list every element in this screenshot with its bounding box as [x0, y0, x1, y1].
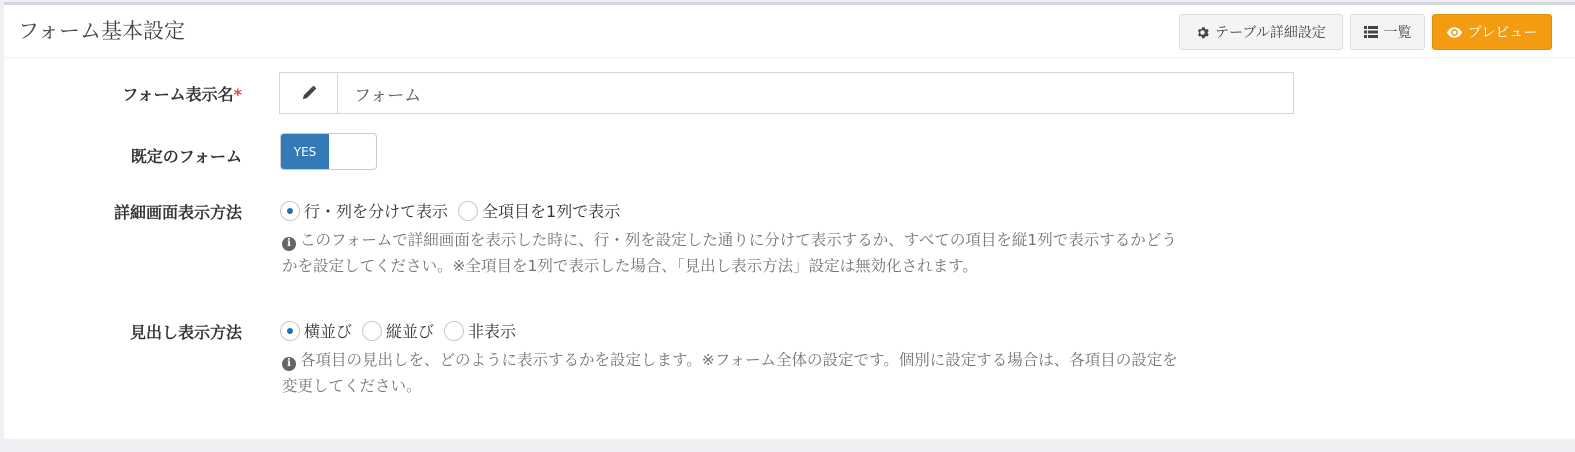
list-icon — [1364, 26, 1378, 38]
radio-label: 縦並び — [386, 322, 435, 341]
list-label: 一覧 — [1383, 25, 1412, 41]
radio-label: 横並び — [304, 322, 353, 341]
default-form-toggle[interactable] — [280, 133, 377, 170]
form-name-input-group — [279, 72, 1294, 114]
gear-icon — [1196, 26, 1209, 39]
panel-header — [4, 5, 1575, 58]
form-name-addon — [279, 72, 337, 114]
radio-circle-checked[interactable] — [280, 321, 300, 341]
heading-display-label: 見出し表示方法 — [129, 323, 242, 342]
page-title: フォーム基本設定 — [18, 19, 185, 43]
radio-label: 非表示 — [468, 322, 517, 341]
radio-circle-checked[interactable] — [280, 201, 300, 221]
default-form-label: 既定のフォーム — [130, 147, 242, 166]
toggle-yes-label: YES — [281, 134, 329, 169]
form-settings-panel — [4, 2, 1575, 439]
radio-circle[interactable] — [362, 321, 382, 341]
detail-display-label: 詳細画面表示方法 — [113, 203, 242, 222]
form-name-input[interactable] — [337, 72, 1294, 114]
radio-split-rows[interactable] — [280, 199, 448, 222]
radio-hidden[interactable] — [444, 319, 516, 342]
preview-label: プレビュー — [1467, 25, 1538, 41]
heading-display-radio-group — [280, 319, 516, 342]
table-settings-label: テーブル詳細設定 — [1215, 25, 1326, 41]
radio-horizontal[interactable] — [280, 319, 352, 342]
form-name-label: フォーム表示名* — [122, 85, 242, 104]
preview-button[interactable] — [1432, 14, 1552, 50]
required-mark: * — [233, 85, 242, 104]
info-icon: i — [282, 357, 296, 371]
eye-icon — [1447, 27, 1462, 38]
radio-circle[interactable] — [444, 321, 464, 341]
info-icon: i — [282, 237, 296, 251]
radio-vertical[interactable] — [362, 319, 434, 342]
table-settings-button[interactable] — [1179, 14, 1343, 50]
radio-circle[interactable] — [458, 201, 478, 221]
detail-display-help: i このフォームで詳細画面を表示した時に、行・列を設定した通りに分けて表示するか、すべての項目を縦1列で表示するかどう かを設定してください。※全項目を1列で表示した場合、「見出し表示方法」設定は無効化されます。 — [282, 231, 1177, 275]
radio-single-column[interactable] — [458, 199, 620, 222]
pencil-icon — [302, 86, 316, 100]
detail-display-radio-group — [280, 199, 620, 222]
list-button[interactable] — [1350, 14, 1425, 50]
radio-label: 行・列を分けて表示 — [304, 202, 449, 221]
heading-display-help: i 各項目の見出しを、どのように表示するかを設定します。※フォーム全体の設定です。個別に設定する場合は、各項目の設定を 変更してください。 — [282, 351, 1178, 395]
radio-label: 全項目を1列で表示 — [482, 202, 621, 221]
